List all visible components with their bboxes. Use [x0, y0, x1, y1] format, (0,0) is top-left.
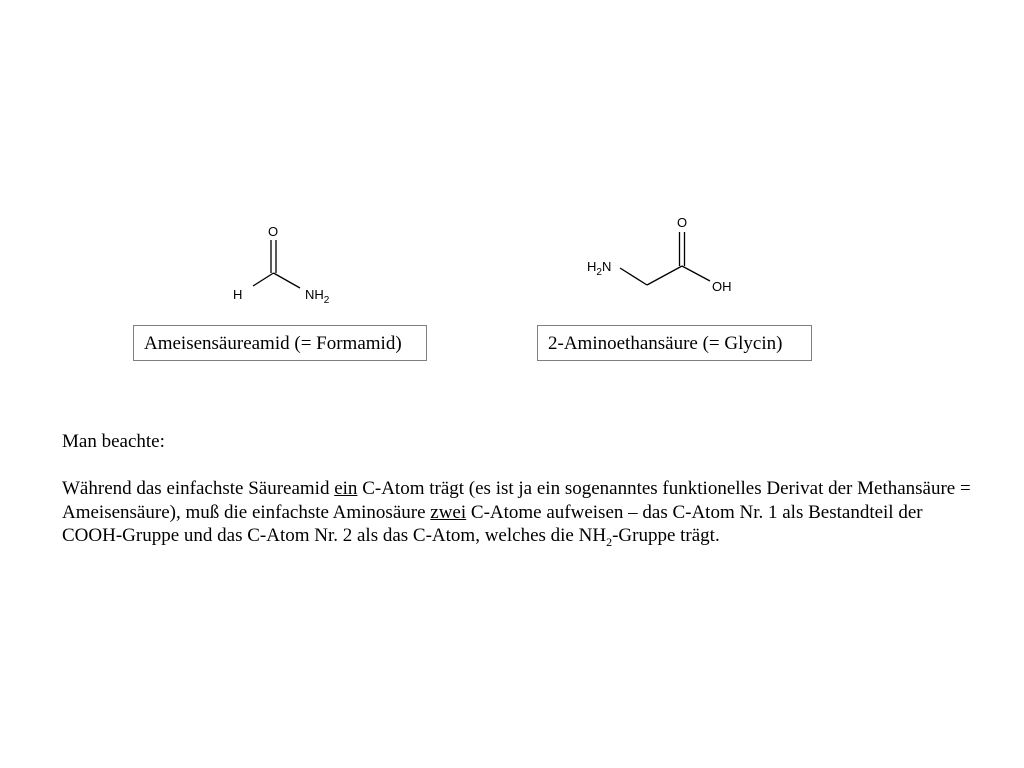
amino-group-label: $NH_2$	[305, 287, 330, 306]
oxygen-atom-label: O	[268, 224, 279, 239]
notes-section	[62, 430, 982, 548]
formamid-caption: Ameisensäureamid (= Formamid)	[133, 325, 427, 361]
emphasis-zwei: zwei	[430, 501, 467, 523]
notes-paragraph: Während das einfachste Säureamid ein C-Atom trägt (es ist ja ein sogenanntes funktionelles Derivat der Methansäure = Ameisensäure), muß die einfachste Aminosäure zwei C-Atome aufweisen – das C-Atom Nr. 1 als Bestandteil der COOH-Gruppe und das C-Atom Nr. 2 als das C-Atom, welches die $NH_2$-Gruppe trägt.	[62, 478, 971, 549]
oxygen-atom-label: O	[677, 215, 688, 230]
emphasis-ein: ein	[334, 478, 358, 499]
c-h-bond	[253, 273, 274, 286]
c1-oh-bond	[682, 266, 710, 281]
glycin-structure	[580, 205, 750, 305]
notes-heading: Man beachte:	[62, 431, 165, 452]
formamid-structure	[220, 215, 350, 310]
n-c2-bond	[620, 268, 647, 285]
glycin-caption: 2-Aminoethansäure (= Glycin)	[537, 325, 812, 361]
amino-group-label: $H_2N$	[587, 259, 612, 278]
hydroxyl-group-label: OH	[712, 279, 732, 294]
c2-c1-bond	[647, 266, 682, 285]
hydrogen-atom-label: H	[233, 287, 243, 302]
c-n-bond	[274, 273, 301, 288]
